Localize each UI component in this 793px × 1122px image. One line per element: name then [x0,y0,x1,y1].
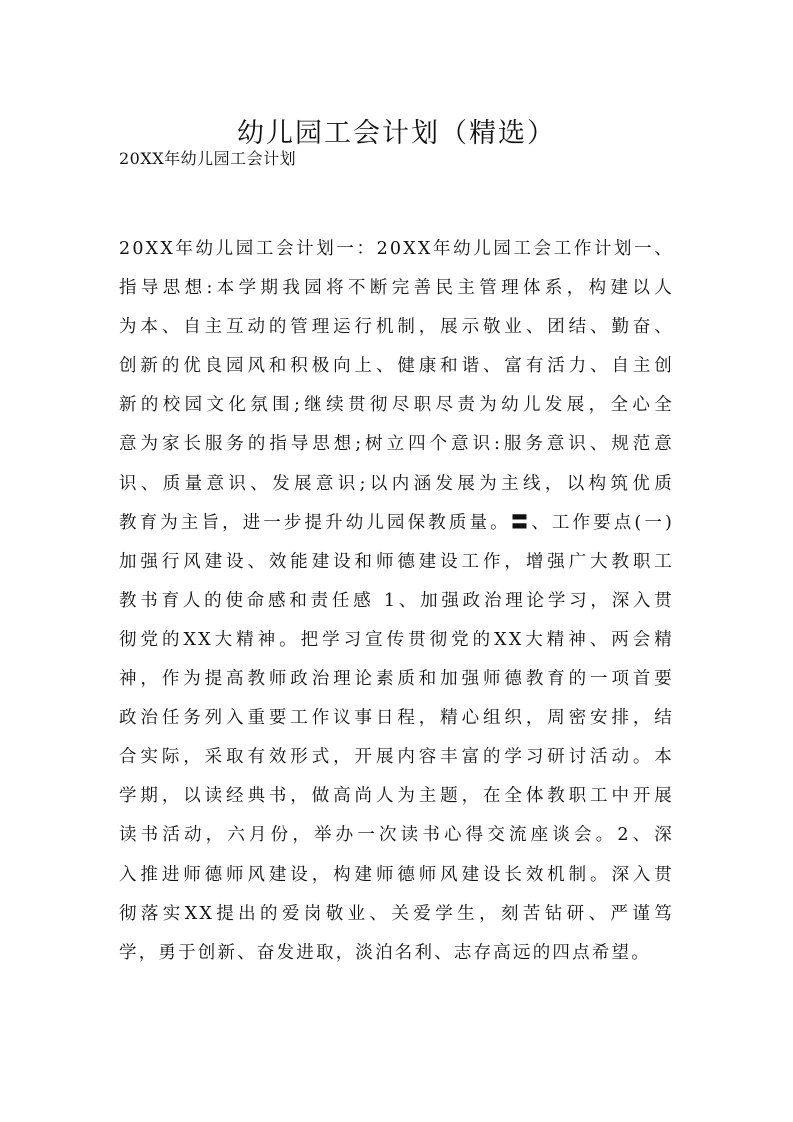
body-line: 为本、自主互动的管理运行机制，展示敬业、团结、勤奋、 [119,317,674,338]
body-line: 入推进师德师风建设，构建师德师风建设长效机制。深入贯 [119,864,674,885]
document-subtitle: 20XX年幼儿园工会计划 [119,149,297,168]
body-line: 教育为主旨，进一步提升幼儿园保教质量。〓、工作要点(一) [119,512,674,533]
body-line: 读书活动，六月份，举办一次读书心得交流座谈会。2、深 [119,825,674,846]
body-line: 合实际，采取有效形式，开展内容丰富的学习研讨活动。本 [119,747,674,768]
body-line: 彻落实XX提出的爱岗敬业、关爱学生，刻苦钻研、严谨笃 [119,903,674,924]
body-line: 学，勇于创新、奋发进取，淡泊名利、志存高远的四点希望。 [119,942,651,963]
body-line: 政治任务列入重要工作议事日程，精心组织，周密安排，结 [119,708,674,729]
body-line: 指导思想:本学期我园将不断完善民主管理体系，构建以人 [119,278,674,299]
body-line: 彻党的XX大精神。把学习宣传贯彻党的XX大精神、两会精 [119,629,674,650]
body-line: 20XX年幼儿园工会计划一：20XX年幼儿园工会工作计划一、 [119,239,674,259]
body-line: 神，作为提高教师政治理论素质和加强师德教育的一项首要 [119,669,674,690]
body-line: 识、质量意识、发展意识;以内涵发展为主线，以构筑优质 [119,473,674,494]
body-line: 新的校园文化氛围;继续贯彻尽职尽责为幼儿发展，全心全 [119,395,674,416]
body-line: 教书育人的使命感和责任感 1、加强政治理论学习，深入贯 [119,590,674,611]
document-body [119,230,674,973]
body-line: 意为家长服务的指导思想;树立四个意识:服务意识、规范意 [119,434,674,455]
body-line: 学期，以读经典书，做高尚人为主题，在全体教职工中开展 [119,786,674,807]
document-title: 幼儿园工会计划（精选） [237,118,556,150]
body-line: 创新的优良园风和积极向上、健康和谐、富有活力、自主创 [119,356,674,377]
body-line: 加强行风建设、效能建设和师德建设工作，增强广大教职工 [119,551,674,572]
